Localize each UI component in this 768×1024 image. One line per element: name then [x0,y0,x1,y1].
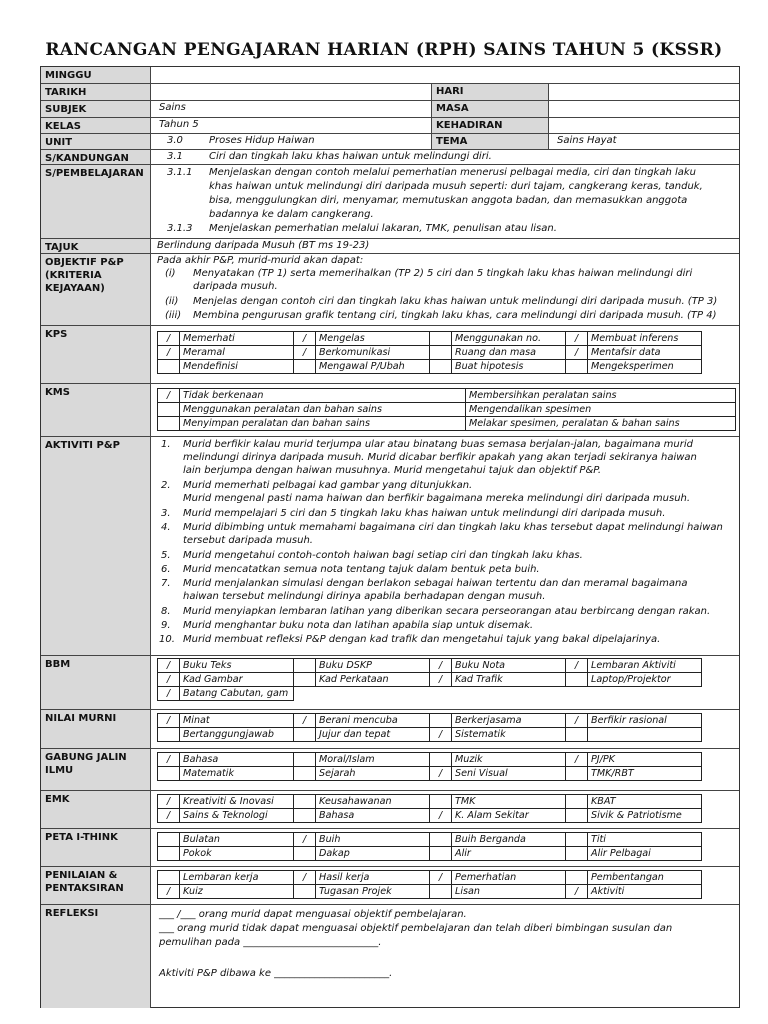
gabung-item: Seni Visual [452,767,566,781]
label-subjek: SUBJEK [41,101,151,117]
emk-item: Kreativiti & Inovasi [180,795,294,809]
sk-text: Ciri dan tingkah laku khas haiwan untuk melindungi diri. [209,151,492,162]
label-tarikh: TARIKH [41,84,151,100]
penilaian-mark[interactable]: / [294,871,316,885]
table-row [158,795,702,809]
emk-mark[interactable] [294,809,316,823]
peta-mark[interactable] [158,833,180,847]
bbm-mark[interactable]: / [158,659,180,673]
gabung-mark[interactable] [294,767,316,781]
nilai-item [588,728,702,742]
row-objektif [41,253,739,325]
penilaian-item: Kuiz [180,885,294,899]
bbm-item: Kad Perkataan [316,673,430,687]
table-row [158,809,702,823]
peta-item: Titi [588,833,702,847]
emk-item: K. Alam Sekitar [452,809,566,823]
emk-item: Keusahawanan [316,795,430,809]
aktiviti-no: 9. [161,620,171,631]
penilaian-item: Pemerhatian [452,871,566,885]
label-peta: PETA I-THINK [41,829,151,866]
label-masa: MASA [431,101,549,117]
kps-mark[interactable] [158,360,180,374]
kps-mark[interactable]: / [158,346,180,360]
bbm-mark[interactable]: / [158,687,180,701]
kps-mark[interactable]: / [566,332,588,346]
row-tarikh [41,83,739,100]
penilaian-item: Lisan [452,885,566,899]
aktiviti-no: 3. [161,508,171,519]
label-objektif [41,254,151,325]
table-row [158,847,702,861]
label-minggu: MINGGU [41,67,151,83]
nilai-item: Bertanggungjawab [180,728,294,742]
aktiviti-line: tersebut daripada musuh. [183,535,313,546]
gabung-item: Sejarah [316,767,430,781]
aktiviti-no: 2. [161,480,171,491]
aktiviti-line: Murid mengetahui contoh-contoh haiwan bagi setiap ciri dan tingkah laku khas. [183,550,583,561]
sp-line-3: bisa, menggulungkan diri, menyamar, memutuskan anggota badan, dan memasukkan anggota [209,195,688,206]
nilai-mark[interactable] [158,728,180,742]
aktiviti-line: Murid menyiapkan lembaran latihan yang diberikan secara perseorangan atau berbircang dengan rakan. [183,606,711,617]
table-row [158,767,702,781]
bbm-mark[interactable]: / [566,659,588,673]
objektif-item-2: Menjelas dengan contoh ciri dan tingkah laku khas haiwan untuk melindungi diri daripada musuh. (TP 3) [193,296,718,307]
nilai-grid [157,713,702,742]
tajuk-value: Berlindung daripada Musuh (BT ms 19-23) [157,240,370,251]
kps-item: Meramal [180,346,294,360]
bbm-item: Buku Teks [180,659,294,673]
peta-mark[interactable] [294,847,316,861]
bbm-mark[interactable] [294,659,316,673]
kps-mark[interactable]: / [158,332,180,346]
table-row [158,332,702,346]
row-nilai [41,709,739,748]
penilaian-item: Tugasan Projek [316,885,430,899]
penilaian-mark[interactable]: / [158,885,180,899]
peta-mark[interactable] [158,847,180,861]
label-gabung [41,749,151,790]
emk-mark[interactable] [566,809,588,823]
aktiviti-line: Murid mempelajari 5 ciri dan 5 tingkah laku khas haiwan untuk melindungi diri daripada musuh. [183,508,666,519]
label-hari: HARI [431,84,549,100]
gabung-item: Matematik [180,767,294,781]
unit-number: 3.0 [167,135,183,146]
row-peta [41,828,739,866]
aktiviti-line: haiwan tersebut melindungi dirinya apabila berhadapan dengan musuh. [183,591,546,602]
label-kelas: KELAS [41,118,151,133]
objektif-item-1: Menyatakan (TP 1) serta memerihalkan (TP 2) 5 ciri dan 5 tingkah laku khas haiwan melindungi diri [193,268,693,279]
table-row [158,714,702,728]
label-tema: TEMA [431,134,549,149]
rph-form [40,66,740,1008]
kps-mark[interactable] [430,346,452,360]
aktiviti-line: Murid memerhati pelbagai kad gambar yang ditunjukkan. [183,480,473,491]
label-tajuk: TAJUK [41,239,151,253]
nilai-item: Berani mencuba [316,714,430,728]
aktiviti-no: 10. [159,634,175,645]
label-aktiviti: AKTIVITI P&P [41,437,151,655]
row-bbm [41,655,739,709]
kps-mark[interactable] [430,360,452,374]
bbm-item: Lembaran Aktiviti [588,659,702,673]
peta-mark[interactable] [430,847,452,861]
kps-item: Ruang dan masa [452,346,566,360]
kms-mark[interactable] [158,417,180,431]
label-s-kandungan: S/KANDUNGAN [41,150,151,164]
emk-mark[interactable] [566,795,588,809]
nilai-item: Berfikir rasional [588,714,702,728]
bbm-mark[interactable]: / [430,673,452,687]
row-minggu [41,67,739,83]
penilaian-mark[interactable] [566,871,588,885]
emk-grid [157,794,702,823]
kps-item: Buat hipotesis [452,360,566,374]
peta-item: Pokok [180,847,294,861]
peta-mark[interactable] [430,833,452,847]
kms-mark[interactable] [158,403,180,417]
gabung-item: Moral/Islam [316,753,430,767]
kps-item: Mentafsir data [588,346,702,360]
aktiviti-no: 6. [161,564,171,575]
peta-mark[interactable]: / [294,833,316,847]
row-s-pembelajaran [41,164,739,238]
kps-item: Mendefinisi [180,360,294,374]
nilai-item: Jujur dan tepat [316,728,430,742]
peta-item: Dakap [316,847,430,861]
row-kps [41,325,739,383]
row-refleksi [41,904,739,1008]
row-kms [41,383,739,436]
label-s-pembelajaran: S/PEMBELAJARAN [41,165,151,238]
table-row [158,346,702,360]
penilaian-item: Aktiviti [588,885,702,899]
gabung-item: Bahasa [180,753,294,767]
gabung-item: PJ/PK [588,753,702,767]
aktiviti-no: 1. [161,439,171,450]
emk-mark[interactable]: / [158,809,180,823]
nilai-mark[interactable]: / [294,714,316,728]
nilai-mark[interactable] [294,728,316,742]
bbm-item: Batang Cabutan, gam [180,687,294,701]
label-kps: KPS [41,326,151,383]
objektif-item-1b: daripada musuh. [193,281,278,292]
emk-item: Sains & Teknologi [180,809,294,823]
gabung-grid [157,752,702,781]
peta-mark[interactable] [566,847,588,861]
emk-mark[interactable] [294,795,316,809]
aktiviti-line: Murid mencatatkan semua nota tentang tajuk dalam bentuk peta buih. [183,564,540,575]
gabung-item: Muzik [452,753,566,767]
sp-number-1: 3.1.1 [167,167,193,178]
gabung-mark[interactable] [158,767,180,781]
penilaian-mark[interactable]: / [566,885,588,899]
nilai-item: Berkerjasama [452,714,566,728]
label-objektif-line1: OBJEKTIF P&P [45,257,124,268]
objektif-no-2: (ii) [165,296,179,307]
sp-line-4: badannya ke dalam cangkerang. [209,209,374,220]
gabung-mark[interactable] [566,767,588,781]
kps-item: Menggunakan no. [452,332,566,346]
label-refleksi: REFLEKSI [41,905,151,1008]
sk-number: 3.1 [167,151,183,162]
sp-line-5: Menjelaskan pemerhatian melalui lakaran, TMK, penulisan atau lisan. [209,223,557,234]
label-kehadiran: KEHADIRAN [431,118,549,133]
label-penilaian-line2: PENTAKSIRAN [45,883,124,894]
bbm-mark[interactable]: / [158,673,180,687]
row-aktiviti [41,436,739,655]
kps-item: Memerhati [180,332,294,346]
row-kelas [41,117,739,133]
kps-mark[interactable] [566,360,588,374]
row-tajuk [41,238,739,253]
table-row [158,753,702,767]
bbm-grid [157,658,702,701]
aktiviti-line: lain berjumpa dengan haiwan musuhnya. Murid mengetahui tajuk dan objektif P&P. [183,465,602,476]
bbm-item: Buku Nota [452,659,566,673]
objektif-no-1: (i) [165,268,176,279]
kps-mark[interactable]: / [294,346,316,360]
kps-item: Berkomunikasi [316,346,430,360]
penilaian-mark[interactable] [294,885,316,899]
penilaian-item: Hasil kerja [316,871,430,885]
nilai-mark[interactable] [566,728,588,742]
gabung-mark[interactable] [430,753,452,767]
peta-item: Alir Pelbagai [588,847,702,861]
row-subjek [41,100,739,117]
table-row [158,360,702,374]
sp-line-2: khas haiwan untuk melindungi diri daripada musuh seperti: duri tajam, cangkerang keras, tanduk, [209,181,703,192]
tema-value: Sains Hayat [557,135,617,146]
emk-item: Sivik & Patriotisme [588,809,702,823]
peta-item: Bulatan [180,833,294,847]
refleksi-line-4: Aktiviti P&P dibawa ke _______________________. [159,968,393,979]
kms-item: Membersihkan peralatan sains [466,389,736,403]
kps-mark[interactable] [294,360,316,374]
penilaian-mark[interactable]: / [430,871,452,885]
bbm-item: Buku DSKP [316,659,430,673]
label-nilai: NILAI MURNI [41,710,151,748]
table-row [158,659,702,673]
aktiviti-line: melindungi dirinya daripada musuh. Murid dicabar berfikir apakah yang akan terjadi sekiranya haiwan [183,452,697,463]
label-gabung-line1: GABUNG JALIN [45,752,127,763]
label-penilaian [41,867,151,904]
sp-number-2: 3.1.3 [167,223,193,234]
nilai-item: Minat [180,714,294,728]
label-penilaian-line1: PENILAIAN & [45,870,118,881]
objektif-no-3: (iii) [165,310,182,321]
aktiviti-line: Murid mengenal pasti nama haiwan dan berfikir bagaimana mereka melindungi diri daripada musuh. [183,493,691,504]
nilai-mark[interactable]: / [430,728,452,742]
row-penilaian [41,866,739,904]
kms-item: Mengendalikan spesimen [466,403,736,417]
table-row [158,673,702,687]
nilai-mark[interactable] [430,714,452,728]
bbm-mark[interactable] [566,673,588,687]
table-row [158,728,702,742]
refleksi-line-2: ___ orang murid tidak dapat menguasai objektif pembelajaran dan telah diberi bimbingan susulan dan [159,923,673,934]
gabung-mark[interactable]: / [158,753,180,767]
aktiviti-line: Murid menjalankan simulasi dengan berlakon sebagai haiwan tertentu dan dan meramal bagaimana [183,578,688,589]
bbm-mark[interactable] [294,673,316,687]
table-row [158,417,736,431]
nilai-item: Sistematik [452,728,566,742]
refleksi-line-3: pemulihan pada ___________________________. [159,937,382,948]
kms-item: Menggunakan peralatan dan bahan sains [180,403,466,417]
aktiviti-no: 8. [161,606,171,617]
label-kms: KMS [41,384,151,436]
aktiviti-no: 7. [161,578,171,589]
table-row [158,403,736,417]
bbm-item: Kad Gambar [180,673,294,687]
penilaian-grid [157,870,702,899]
gabung-item: TMK/RBT [588,767,702,781]
emk-item: KBAT [588,795,702,809]
table-row [158,871,702,885]
gabung-mark[interactable] [294,753,316,767]
label-bbm: BBM [41,656,151,709]
peta-grid [157,832,702,861]
kms-item: Tidak berkenaan [180,389,466,403]
unit-title: Proses Hidup Haiwan [209,135,315,146]
kms-item: Melakar spesimen, peralatan & bahan sains [466,417,736,431]
kps-item: Mengeksperimen [588,360,702,374]
penilaian-mark[interactable] [158,871,180,885]
kps-item: Mengelas [316,332,430,346]
bbm-item: Laptop/Projektor [588,673,702,687]
penilaian-mark[interactable] [430,885,452,899]
row-s-kandungan [41,149,739,164]
table-row [158,389,736,403]
label-emk: EMK [41,791,151,828]
aktiviti-no: 4. [161,522,171,533]
objektif-intro: Pada akhir P&P, murid-murid akan dapat: [157,255,364,266]
label-objektif-line3: KEJAYAAN) [45,283,105,294]
kps-mark[interactable] [430,332,452,346]
sp-line-1: Menjelaskan dengan contoh melalui pemerhatian menerusi pelbagai media, ciri dan tingkah laku [209,167,697,178]
aktiviti-line: Murid membuat refleksi P&P dengan kad trafik dan mengetahui tajuk yang bakal dipelajarinya. [183,634,661,645]
table-row [158,885,702,899]
emk-item: Bahasa [316,809,430,823]
aktiviti-line: Murid berfikir kalau murid terjumpa ular atau binatang buas semasa berjalan-jalan, bagaimana murid [183,439,693,450]
aktiviti-line: Murid dibimbing untuk memahami bagaimana ciri dan tingkah laku khas tersebut dapat melindungi haiwan [183,522,723,533]
emk-mark[interactable] [430,795,452,809]
objektif-item-3: Membina pengurusan grafik tentang ciri, tingkah laku khas, cara melindungi diri daripada musuh. (TP 4) [193,310,717,321]
peta-item: Buih Berganda [452,833,566,847]
row-gabung [41,748,739,790]
emk-mark[interactable]: / [430,809,452,823]
kps-mark[interactable]: / [294,332,316,346]
peta-mark[interactable] [566,833,588,847]
kelas-value: Tahun 5 [159,119,199,130]
bbm-mark[interactable]: / [430,659,452,673]
kps-item: Membuat inferens [588,332,702,346]
kps-item: Mengawal P/Ubah [316,360,430,374]
aktiviti-line: Murid menghantar buku nota dan latihan apabila siap untuk disemak. [183,620,534,631]
emk-item: TMK [452,795,566,809]
row-unit [41,133,739,149]
peta-item: Alir [452,847,566,861]
label-objektif-line2: (KRITERIA [45,270,102,281]
label-unit: UNIT [41,134,151,149]
refleksi-line-1: ___ /___ orang murid dapat menguasai objektif pembelajaran. [159,909,467,920]
penilaian-item: Lembaran kerja [180,871,294,885]
gabung-mark[interactable]: / [430,767,452,781]
nilai-mark[interactable]: / [158,714,180,728]
kms-grid [157,388,736,431]
page-title: RANCANGAN PENGAJARAN HARIAN (RPH) SAINS TAHUN 5 (KSSR) [45,40,723,60]
label-gabung-line2: ILMU [45,765,74,776]
gabung-mark[interactable]: / [566,753,588,767]
nilai-mark[interactable]: / [566,714,588,728]
emk-mark[interactable]: / [158,795,180,809]
table-row [158,833,702,847]
penilaian-item: Pembentangan [588,871,702,885]
peta-item: Buih [316,833,430,847]
aktiviti-no: 5. [161,550,171,561]
kps-mark[interactable]: / [566,346,588,360]
kps-grid [157,331,702,374]
kms-mark[interactable]: / [158,389,180,403]
bbm-item: Kad Trafik [452,673,566,687]
kms-item: Menyimpan peralatan dan bahan sains [180,417,466,431]
subjek-value: Sains [159,102,186,113]
row-emk [41,790,739,828]
table-row [158,687,702,701]
